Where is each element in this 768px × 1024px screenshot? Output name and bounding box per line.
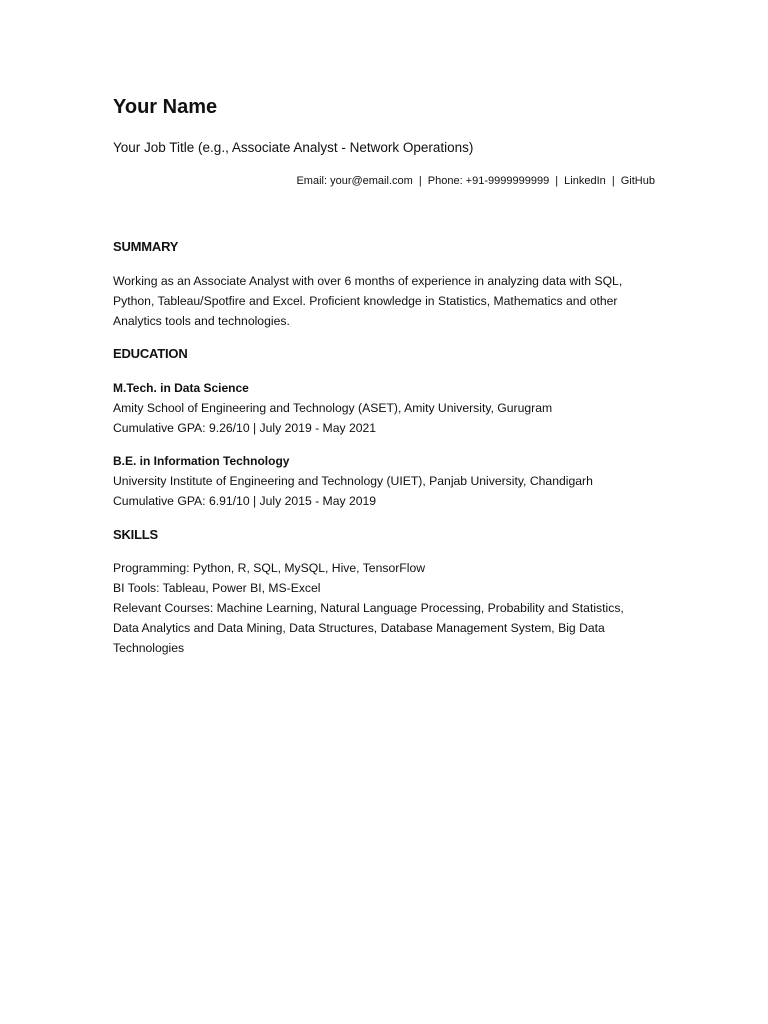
contact-email: Email: your@email.com — [296, 175, 413, 187]
education-gpa-dates: Cumulative GPA: 9.26/10 | July 2019 - May 2021 — [113, 421, 377, 435]
skills-line: BI Tools: Tableau, Power BI, MS-Excel — [113, 581, 321, 595]
contact-separator: | — [611, 175, 615, 187]
contact-separator: | — [555, 175, 559, 187]
education-institution: University Institute of Engineering and Technology (UIET), Panjab University, Chandigarh — [113, 474, 593, 488]
skills-line: Relevant Courses: Machine Learning, Natural Language Processing, Probability and Statistics, — [113, 601, 624, 615]
education-entry-details — [113, 398, 653, 438]
education-degree: M.Tech. in Data Science — [113, 381, 249, 395]
education-heading: EDUCATION — [113, 346, 188, 361]
skills-heading: SKILLS — [113, 527, 159, 542]
skills-line: Programming: Python, R, SQL, MySQL, Hive, TensorFlow — [113, 561, 426, 575]
skills-line: Technologies — [113, 641, 185, 655]
contact-github: GitHub — [620, 175, 655, 187]
skills-line: Data Analytics and Data Mining, Data Structures, Database Management System, Big Data — [113, 621, 605, 635]
job-title: Your Job Title (e.g., Associate Analyst - Network Operations) — [113, 140, 474, 155]
candidate-name: Your Name — [113, 96, 218, 118]
summary-line: Analytics tools and technologies. — [113, 314, 290, 328]
contact-phone: Phone: +91-9999999999 — [427, 175, 550, 187]
summary-line: Python, Tableau/Spotfire and Excel. Proficient knowledge in Statistics, Mathematics and other — [113, 294, 618, 308]
summary-line: Working as an Associate Analyst with over 6 months of experience in analyzing data with SQL, — [113, 274, 623, 288]
summary-heading: SUMMARY — [113, 239, 179, 254]
summary-text — [113, 271, 653, 331]
education-entry-details — [113, 471, 653, 511]
education-institution: Amity School of Engineering and Technology (ASET), Amity University, Gurugram — [113, 401, 553, 415]
contact-line — [296, 173, 655, 189]
education-degree: B.E. in Information Technology — [113, 454, 290, 468]
education-gpa-dates: Cumulative GPA: 6.91/10 | July 2015 - May 2019 — [113, 494, 377, 508]
contact-linkedin: LinkedIn — [564, 175, 606, 187]
contact-separator: | — [418, 175, 422, 187]
skills-text — [113, 558, 653, 658]
